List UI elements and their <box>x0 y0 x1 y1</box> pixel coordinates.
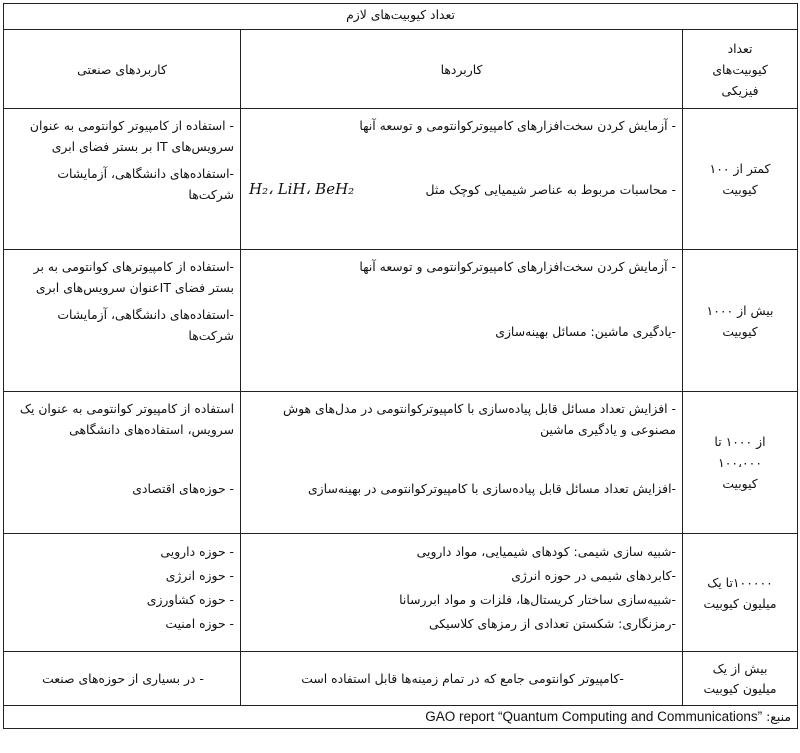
applications-cell <box>241 534 683 652</box>
qubit-count-cell <box>683 652 798 706</box>
title-row <box>4 4 798 30</box>
applications-cell <box>241 652 683 706</box>
applications-cell <box>241 392 683 534</box>
application-item: -افزایش تعداد مسائل قابل پیاده‌سازی با کامپیوترکوانتومی در بهینه‌سازی <box>307 481 677 496</box>
source-label: منبع: <box>766 709 792 724</box>
application-item: -کابردهای شیمی در حوزه انرژی <box>511 568 677 583</box>
header-physical-line: تعداد <box>727 40 753 56</box>
source-cell <box>4 706 798 729</box>
application-item: -شبیه سازی شیمی: کودهای شیمیایی، مواد دارویی <box>416 544 677 559</box>
table-row <box>4 534 798 652</box>
qubit-count-line: کیوبیت <box>722 182 758 197</box>
table-row <box>4 250 798 392</box>
industrial-item: - حوزه کشاورزی <box>146 592 235 607</box>
industrial-item: -استفاده‌های دانشگاهی، آزمایشات شرکت‌ها <box>57 166 235 202</box>
header-physical-line: کیوبیت‌های <box>712 61 768 77</box>
chemical-formula: H₂، LiH، BeH₂ <box>249 180 355 198</box>
header-applications: کاربردها <box>241 30 683 109</box>
application-item: - افزایش تعداد مسائل قابل پیاده‌سازی با کامپیوترکوانتومی در مدل‌های هوش مصنوعی و یادگیری ماشین <box>283 401 677 437</box>
application-item: -یادگیری ماشین: مسائل بهینه‌سازی <box>495 324 677 339</box>
header-row <box>4 30 798 109</box>
qubit-count-line: کمتر از ۱۰۰ <box>709 161 771 176</box>
application-item-with-formula <box>249 179 676 200</box>
table-row <box>4 652 798 706</box>
header-industrial-applications: کاربردهای صنعتی <box>4 30 241 109</box>
table-row <box>4 109 798 250</box>
industrial-cell <box>4 652 241 706</box>
industrial-item: - استفاده از کامپیوتر کوانتومی به عنوان سرویس‌های IT بر بستر فضای ابری <box>29 118 235 154</box>
industrial-item: - حوزه انرژی <box>165 568 235 583</box>
qubit-count-cell <box>683 109 798 250</box>
qubit-count-cell <box>683 534 798 652</box>
source-text: GAO report “Quantum Computing and Communications” <box>425 709 763 724</box>
industrial-item: -استفاده از کامپیوترهای کوانتومی به بر بستر فضای ITعنوان سرویس‌های ابری <box>33 259 235 295</box>
application-item: - آزمایش کردن سخت‌افزارهای کامپیوترکوانتومی و توسعه آنها <box>359 118 677 133</box>
qubit-count-line: میلیون کیوبیت <box>703 680 777 696</box>
industrial-item: - حوزه دارویی <box>160 544 235 559</box>
application-item: - محاسبات مربوط به عناصر شیمیایی کوچک مثل <box>425 182 677 197</box>
qubit-count-cell <box>683 250 798 392</box>
industrial-item: - حوزه امنیت <box>165 616 235 631</box>
industrial-item: - حوزه‌های اقتصادی <box>132 481 235 496</box>
applications-cell <box>241 109 683 250</box>
industrial-cell <box>4 534 241 652</box>
application-item: -رمزنگاری: شکستن تعدادی از رمزهای کلاسیکی <box>428 616 677 631</box>
qubit-count-line: از ۱۰۰۰ تا <box>714 434 766 449</box>
application-item: - آزمایش کردن سخت‌افزارهای کامپیوترکوانتومی و توسعه آنها <box>359 259 677 274</box>
industrial-cell <box>4 392 241 534</box>
industrial-item: -استفاده‌های دانشگاهی، آزمایشات شرکت‌ها <box>57 307 235 343</box>
industrial-cell <box>4 250 241 392</box>
qubit-count-line: میلیون کیوبیت <box>703 595 777 611</box>
qubit-count-line: ۱۰۰،۰۰۰ <box>718 455 762 470</box>
header-physical-qubits <box>683 30 798 109</box>
qubit-count-line: کیوبیت <box>722 323 758 339</box>
table-row <box>4 392 798 534</box>
table-title: تعداد کیوبیت‌های لازم <box>4 4 798 30</box>
applications-cell <box>241 250 683 392</box>
header-physical-line: فیزیکی <box>721 82 759 98</box>
qubit-count-line: ۱۰۰۰۰۰تا یک <box>707 574 773 590</box>
industrial-cell <box>4 109 241 250</box>
application-item: -شبیه‌سازی ساختار کریستال‌ها، فلزات و مواد ابررسانا <box>399 592 677 607</box>
qubit-count-line: بیش از ۱۰۰۰ <box>706 302 774 318</box>
source-row <box>4 706 798 729</box>
qubit-count-line: کیوبیت <box>722 476 758 491</box>
application-item: -کامپیوتر کوانتومی جامع که در تمام زمینه‌ها قابل استفاده است <box>301 671 624 686</box>
qubit-requirements-table <box>3 3 798 729</box>
industrial-item: استفاده از کامپیوتر کوانتومی به عنوان یک سرویس، استفاده‌های دانشگاهی <box>19 401 235 437</box>
qubit-count-cell <box>683 392 798 534</box>
industrial-item: - در بسیاری از حوزه‌های صنعت <box>42 671 204 686</box>
qubit-count-line: بیش از یک <box>712 660 768 676</box>
